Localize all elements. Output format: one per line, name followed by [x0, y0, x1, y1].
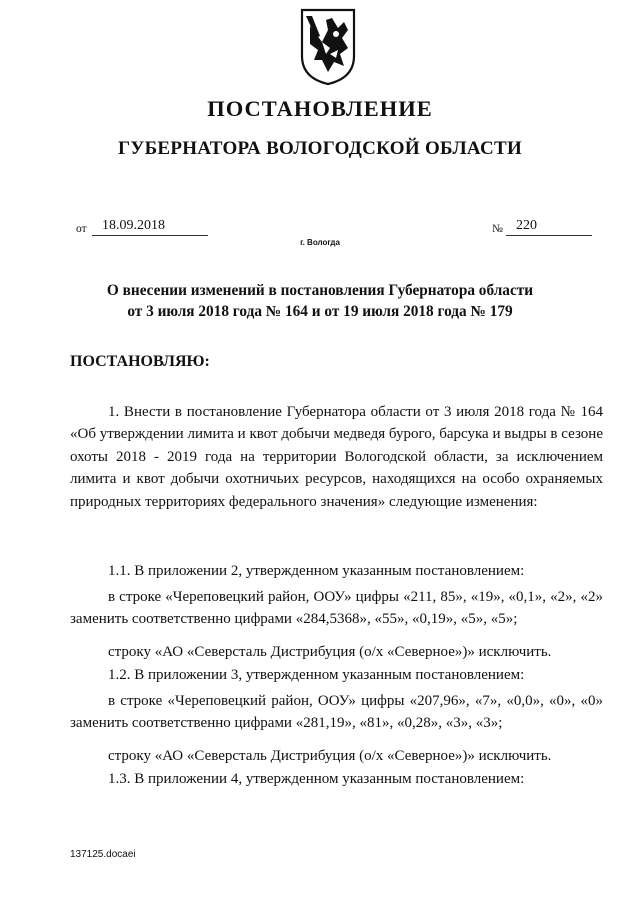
paragraph-1-1-a: в строке «Череповецкий район, ООУ» цифры «211, 85», «19», «0,1», «2», «2» заменить соответственно цифрами «284,5368», «55», «0,19», «5», «5»;: [70, 589, 603, 628]
document-authority: ГУБЕРНАТОРА ВОЛОГОДСКОЙ ОБЛАСТИ: [117, 138, 523, 159]
paragraph-1-1: 1.1. В приложении 2, утвержденном указанным постановлением:: [108, 563, 525, 579]
document-title: ПОСТАНОВЛЕНИЕ: [207, 96, 433, 121]
subject-line-2: от 3 июля 2018 года № 164 и от 19 июля 2018 года № 179: [127, 303, 513, 320]
paragraph-1-2-a: в строке «Череповецкий район, ООУ» цифры «207,96», «7», «0,0», «0», «0» заменить соответственно цифрами «281,19», «81», «0,28», «3», «3»;: [70, 693, 603, 732]
coat-of-arms-emblem: [300, 8, 356, 86]
city-name: г. Вологда: [300, 238, 340, 247]
paragraph-1-2-b: строку «АО «Северсталь Дистрибуция (о/х «Северное»)» исключить.: [108, 748, 552, 764]
subject-line-1: О внесении изменений в постановления Губернатора области: [106, 282, 534, 299]
paragraph-1-2: 1.2. В приложении 3, утвержденном указанным постановлением:: [108, 667, 525, 683]
number-label: №: [492, 223, 503, 235]
document-date: 18.09.2018: [92, 217, 208, 236]
paragraph-1-1-b: строку «АО «Северсталь Дистрибуция (о/х «Северное»)» исключить.: [108, 644, 552, 660]
paragraph-1-3: 1.3. В приложении 4, утвержденном указанным постановлением:: [108, 771, 525, 787]
file-identifier: 137125.docaei: [70, 849, 136, 860]
paragraph-1: 1. Внести в постановление Губернатора области от 3 июля 2018 года № 164 «Об утверждении лимита и квот добычи медведя бурого, барсука и выдры в сезоне охоты 2018 - 2019 года на территории Вологодской области, за исключением лимита и квот добычи охотничьих ресурсов, находящихся на особо охраняемых природных территориях федерального значения» следующие изменения:: [70, 404, 603, 510]
date-label: от: [76, 223, 87, 235]
document-number: 220: [506, 217, 592, 236]
document-subject: [0, 280, 640, 322]
decree-word: ПОСТАНОВЛЯЮ:: [70, 353, 210, 370]
